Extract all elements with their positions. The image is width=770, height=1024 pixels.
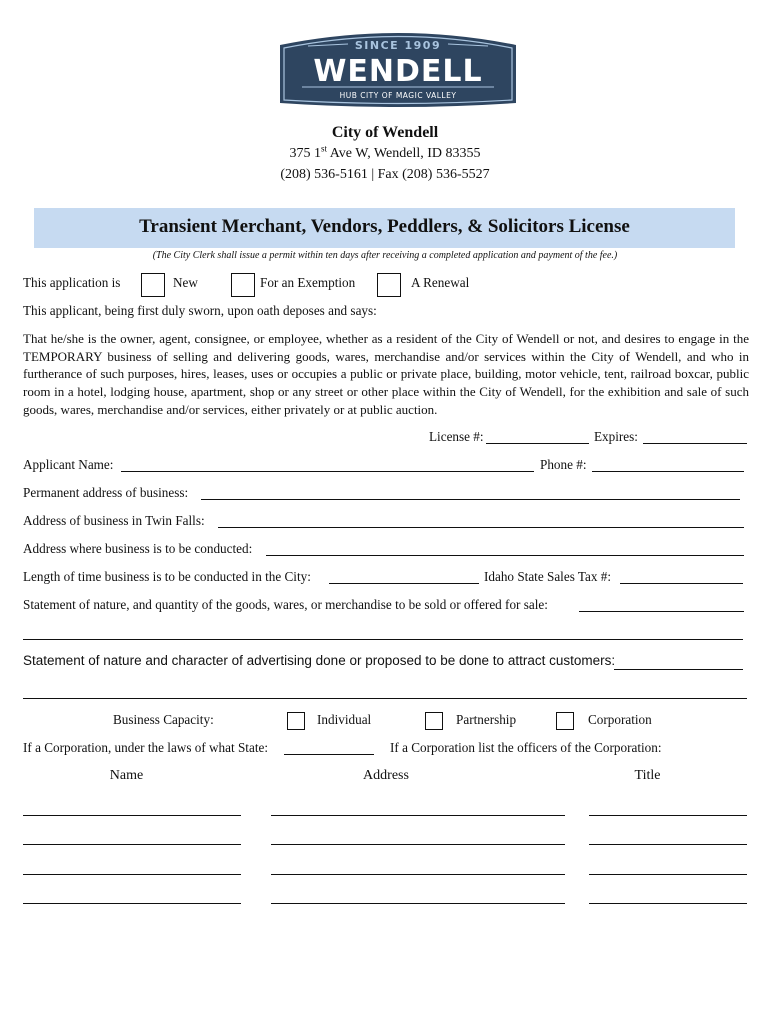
statement-goods-input[interactable] xyxy=(579,611,744,612)
option-new-label: New xyxy=(173,275,198,290)
column-header-address: Address xyxy=(363,768,409,783)
officer-address-input[interactable] xyxy=(271,903,565,904)
checkbox-corporation[interactable] xyxy=(556,712,574,730)
statement-advertising-input-line2[interactable] xyxy=(23,698,747,699)
expires-input[interactable] xyxy=(643,443,747,444)
form-title: Transient Merchant, Vendors, Peddlers, & Solicitors License xyxy=(139,216,630,237)
statement-advertising-input[interactable] xyxy=(614,669,743,670)
twin-falls-address-label: Address of business in Twin Falls: xyxy=(23,513,205,528)
statement-advertising-label: Statement of nature and character of advertising done or proposed to be done to attract customers: xyxy=(23,653,616,668)
officer-address-input[interactable] xyxy=(271,874,565,875)
corporation-state-input[interactable] xyxy=(284,754,374,755)
conducted-address-label: Address where business is to be conducted: xyxy=(23,541,253,556)
checkbox-new[interactable] xyxy=(141,273,165,297)
officer-name-input[interactable] xyxy=(23,874,241,875)
officer-name-input[interactable] xyxy=(23,844,241,845)
form-title-bar xyxy=(34,208,735,248)
length-of-time-label: Length of time business is to be conducted in the City: xyxy=(23,569,311,584)
logo-tagline: HUB CITY OF MAGIC VALLEY xyxy=(339,91,457,100)
officer-address-input[interactable] xyxy=(271,815,565,816)
checkbox-renewal[interactable] xyxy=(377,273,401,297)
officer-title-input[interactable] xyxy=(589,874,747,875)
corporation-label: Corporation xyxy=(588,712,652,727)
column-header-title: Title xyxy=(634,768,661,783)
officer-title-input[interactable] xyxy=(589,844,747,845)
checkbox-individual[interactable] xyxy=(287,712,305,730)
sworn-statement: This applicant, being first duly sworn, upon oath deposes and says: xyxy=(23,303,377,318)
phone-input[interactable] xyxy=(592,471,744,472)
applicant-name-input[interactable] xyxy=(121,471,534,472)
officer-name-input[interactable] xyxy=(23,903,241,904)
city-address: 375 1st Ave W, Wendell, ID 83355 xyxy=(289,143,481,161)
logo-since: SINCE 1909 xyxy=(354,39,442,52)
permanent-address-input[interactable] xyxy=(201,499,740,500)
statement-goods-input-line2[interactable] xyxy=(23,639,743,640)
city-name: City of Wendell xyxy=(331,124,439,141)
checkbox-exemption[interactable] xyxy=(231,273,255,297)
sales-tax-input[interactable] xyxy=(620,583,743,584)
checkbox-partnership[interactable] xyxy=(425,712,443,730)
option-renewal-label: A Renewal xyxy=(411,275,470,290)
application-type-label: This application is xyxy=(23,275,121,290)
officer-name-input[interactable] xyxy=(23,815,241,816)
license-input[interactable] xyxy=(486,443,589,444)
partnership-label: Partnership xyxy=(456,712,517,727)
logo-name: WENDELL xyxy=(313,54,483,89)
officer-title-input[interactable] xyxy=(589,815,747,816)
officer-title-input[interactable] xyxy=(589,903,747,904)
corporation-officers-label: If a Corporation list the officers of the Corporation: xyxy=(390,740,662,755)
column-header-name: Name xyxy=(109,768,144,783)
business-capacity-label: Business Capacity: xyxy=(113,712,214,727)
twin-falls-address-input[interactable] xyxy=(218,527,744,528)
sales-tax-label: Idaho State Sales Tax #: xyxy=(484,569,612,584)
conducted-address-input[interactable] xyxy=(266,555,744,556)
permanent-address-label: Permanent address of business: xyxy=(23,485,189,500)
city-logo xyxy=(274,27,522,109)
option-exemption-label: For an Exemption xyxy=(260,275,356,290)
city-phone: (208) 536-5161 | Fax (208) 536-5527 xyxy=(280,167,490,182)
corporation-state-label: If a Corporation, under the laws of what State: xyxy=(23,740,268,755)
length-of-time-input[interactable] xyxy=(329,583,479,584)
officer-address-input[interactable] xyxy=(271,844,565,845)
license-label: License #: xyxy=(429,429,484,444)
applicant-name-label: Applicant Name: xyxy=(23,457,114,472)
phone-label: Phone #: xyxy=(540,457,587,472)
clerk-note: (The City Clerk shall issue a permit within ten days after receiving a completed application and payment of the fee.) xyxy=(152,250,618,261)
expires-label: Expires: xyxy=(594,429,638,444)
individual-label: Individual xyxy=(317,712,372,727)
statement-goods-label: Statement of nature, and quantity of the goods, wares, or merchandise to be sold or offered for sale: xyxy=(23,597,548,612)
declaration-paragraph: That he/she is the owner, agent, consignee, or employee, whether as a resident of the City of Wendell or not, and desires to engage in the TEMPORARY business of selling and delivering goods, wares, merchandise and/or services within the City of Wendell, and who in furtherance of such purposes, hires, leases, uses or occupies a public or private place, building, motor vehicle, tent, railroad boxcar, public room in a hotel, lodging house, apartment, shop or any street or other place within the City of Wendell, for the exhibition and sale of such goods, wares, merchandise and/or services, either privately or at public auction. xyxy=(23,331,749,417)
